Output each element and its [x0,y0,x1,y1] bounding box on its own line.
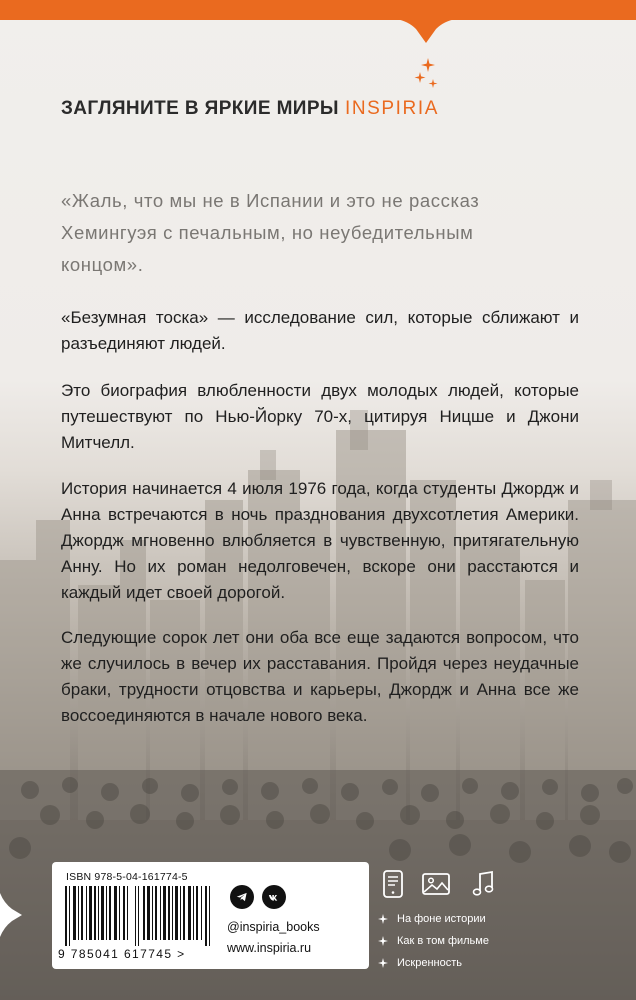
brand-slogan [61,98,439,120]
sparkle-icon [378,958,388,968]
tag-label: Искренность [397,957,462,969]
epigraph-quote: «Жаль, что мы не в Испании и это не рассказ Хемингуэя с печальным, но неубедительным концом». [61,190,480,275]
top-notch [396,19,456,47]
brand-prefix: ЗАГЛЯНИТЕ В ЯРКИЕ МИРЫ [61,98,339,119]
top-accent-bar [0,0,636,20]
vk-icon[interactable] [262,885,286,909]
description-paragraph-1: «Безумная тоска» — исследование сил, которые сближают и разъединяют людей. [61,308,579,353]
isbn-text: ISBN 978-5-04-161774-5 [66,871,188,883]
tag-label: На фоне истории [397,913,486,925]
description-paragraph-4: Следующие сорок лет они оба все еще задаются вопросом, что же случилось в вечер их расставания. Пройдя через неудачные браки, трудности отцовства и карьеры, Джордж и Анна все же воссоединяются в начале нового века. [61,628,579,725]
sparkle-icon [378,914,388,924]
sparkle-icon [378,936,388,946]
website-link[interactable]: www.inspiria.ru [227,941,312,955]
tag-label: Как в том фильме [397,935,489,947]
tag-item [378,913,486,925]
description-paragraph-2: Это биография влюбленности двух молодых людей, которые путешествуют по Нью-Йорку 70-х, цитируя Ницше и Джони Митчелл. [61,381,579,452]
music-note-icon [467,868,499,900]
brand-name: INSPIRIA [344,98,440,119]
bottom-notch [0,893,22,937]
barcode [65,886,211,946]
image-icon [420,868,452,900]
info-card [52,862,369,969]
telegram-icon[interactable] [230,885,254,909]
phone-book-icon [378,868,410,900]
description-paragraph-3: История начинается 4 июля 1976 года, когда студенты Джордж и Анна встречаются в ночь празднования двухсотлетия Америки. Джордж мгновенно влюбляется в чувственную, притягательную Анну. Но их роман недолговечен, вскоре они расстаются и каждый идет своей дорогой. [61,479,579,602]
tag-item [378,935,489,947]
barcode-digits: 9 785041 617745 > [58,947,186,961]
sparkle-stars-icon [412,58,440,92]
social-handle[interactable]: @inspiria_books [227,920,320,934]
tag-item [378,957,462,969]
